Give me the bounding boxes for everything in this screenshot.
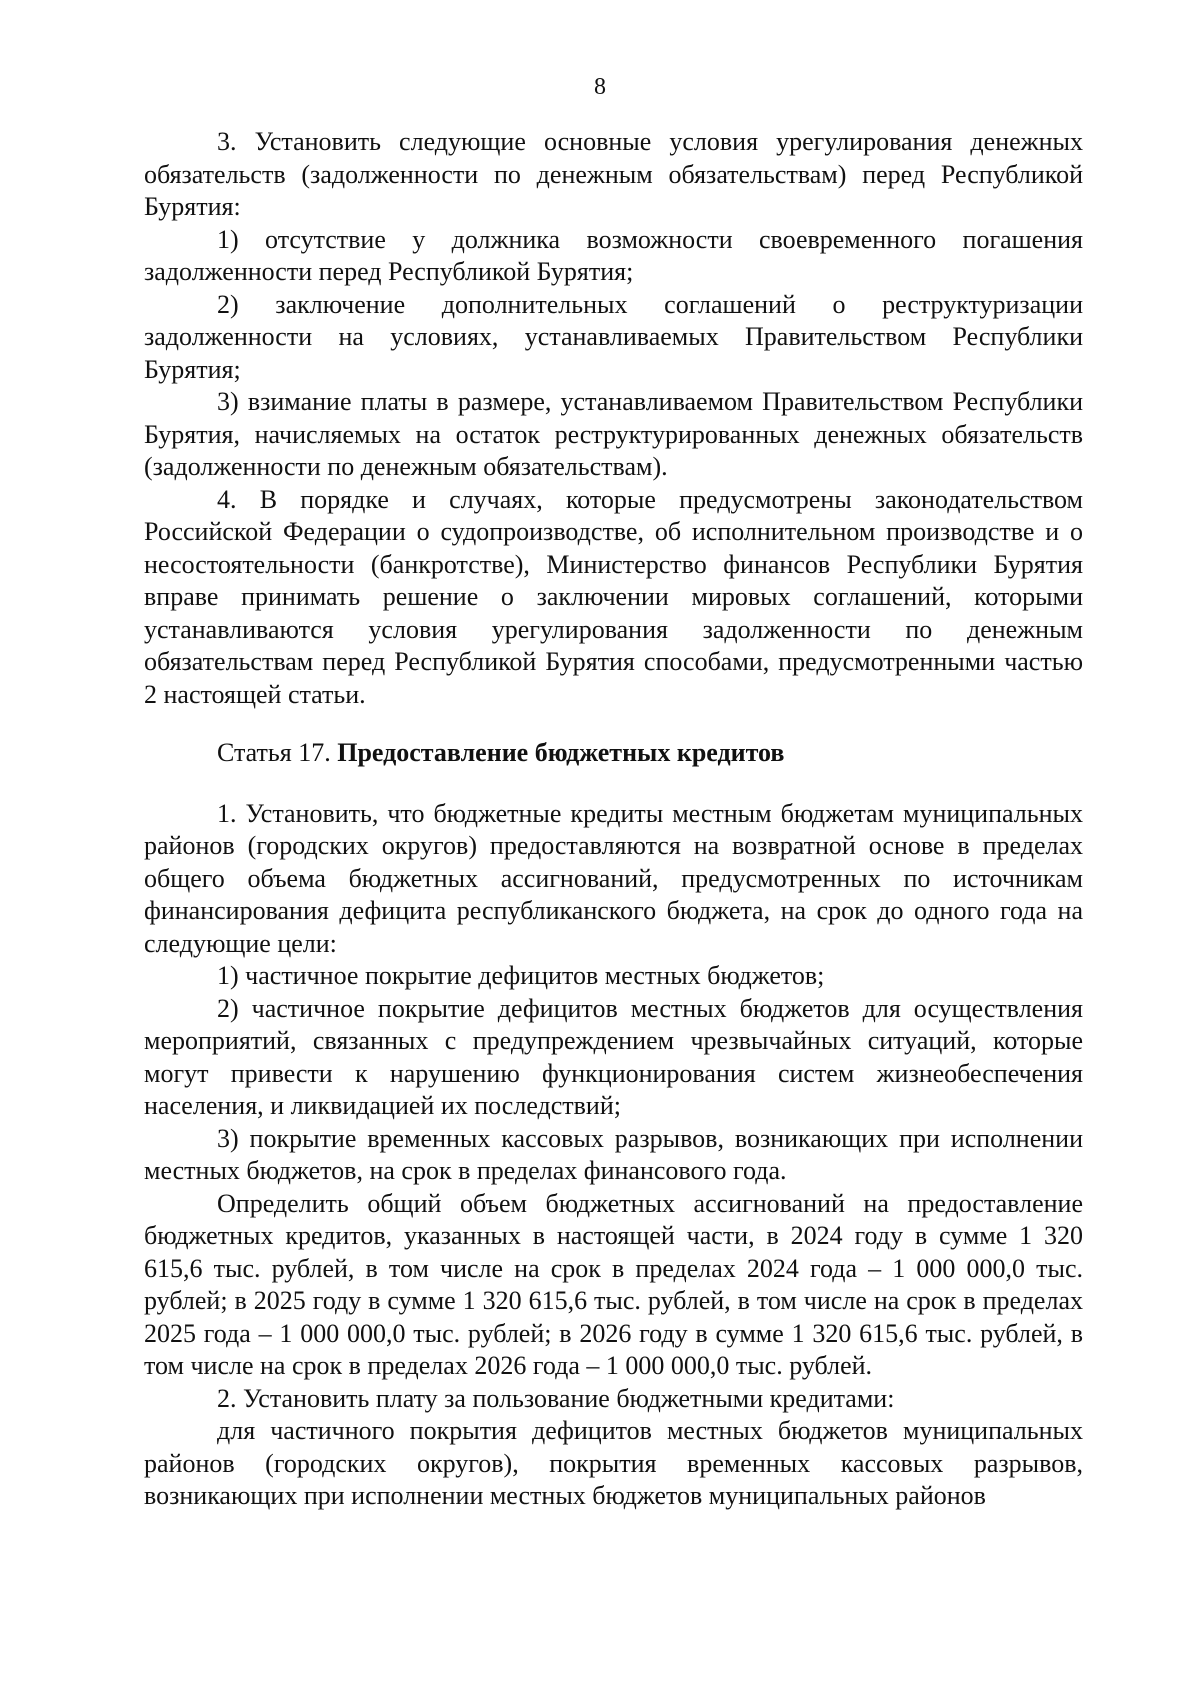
page-number: 8 bbox=[594, 74, 606, 100]
paragraph: 3. Установить следующие основные условия урегулирования денежных обязательств (задолженности по денежным обязательствам) перед Республикой Бурятия: bbox=[144, 127, 1083, 221]
paragraph: 2. Установить плату за пользование бюджетными кредитами: bbox=[217, 1383, 895, 1413]
paragraph: для частичного покрытия дефицитов местных бюджетов муниципальных районов (городских округов), покрытия временных кассовых разрывов, возникающих при исполнении местных бюджетов муниципальных районов bbox=[144, 1416, 1083, 1510]
paragraph: 1) отсутствие у должника возможности своевременного погашения задолженности перед Республикой Бурятия; bbox=[144, 224, 1083, 286]
paragraph: 3) взимание платы в размере, устанавливаемом Правительством Республики Бурятия, начисляемых на остаток реструктурированных денежных обязательств (задолженности по денежным обязательствам). bbox=[144, 387, 1083, 481]
article-number: Статья 17. bbox=[217, 738, 331, 767]
paragraph: 2) заключение дополнительных соглашений о реструктуризации задолженности на условиях, устанавливаемых Правительством Республики Бурятия; bbox=[144, 289, 1083, 384]
article-title: Предоставление бюджетных кредитов bbox=[337, 738, 785, 767]
paragraph: 3) покрытие временных кассовых разрывов, возникающих при исполнении местных бюджетов, на срок в пределах финансового года. bbox=[144, 1123, 1083, 1185]
paragraph: 1) частичное покрытие дефицитов местных бюджетов; bbox=[217, 961, 825, 990]
article-heading bbox=[144, 737, 1083, 770]
paragraph: Определить общий объем бюджетных ассигнований на предоставление бюджетных кредитов, указанных в настоящей части, в 2024 году в сумме 1 320 615,6 тыс. рублей, в том числе на срок в пределах 2024 года – 1 000 000,0 тыс. рублей; в 2025 году в сумме 1 320 615,6 тыс. рублей, в том числе на срок в пределах 2025 года – 1 000 000,0 тыс. рублей; в 2026 году в сумме 1 320 615,6 тыс. рублей, в том числе на срок в пределах 2026 года – 1 000 000,0 тыс. рублей. bbox=[144, 1188, 1083, 1380]
document-body bbox=[144, 126, 1083, 1513]
paragraph: 2) частичное покрытие дефицитов местных бюджетов для осуществления мероприятий, связанных с предупреждением чрезвычайных ситуаций, которые могут привести к нарушению функционирования систем жизнеобеспечения населения, и ликвидацией их последствий; bbox=[144, 993, 1083, 1120]
paragraph: 4. В порядке и случаях, которые предусмотрены законодательством Российской Федерации о судопроизводстве, об исполнительном производстве и о несостоятельности (банкротстве), Министерство финансов Республики Бурятия вправе принимать решение о заключении мировых соглашений, которыми устанавливаются условия урегулирования задолженности по денежным обязательствам перед Республикой Бурятия способами, предусмотренными частью 2 настоящей статьи. bbox=[144, 484, 1083, 709]
paragraph: 1. Установить, что бюджетные кредиты местным бюджетам муниципальных районов (городских округов) предоставляются на возвратной основе в пределах общего объема бюджетных ассигнований, предусмотренных по источникам финансирования дефицита республиканского бюджета, на срок до одного года на следующие цели: bbox=[144, 798, 1083, 958]
